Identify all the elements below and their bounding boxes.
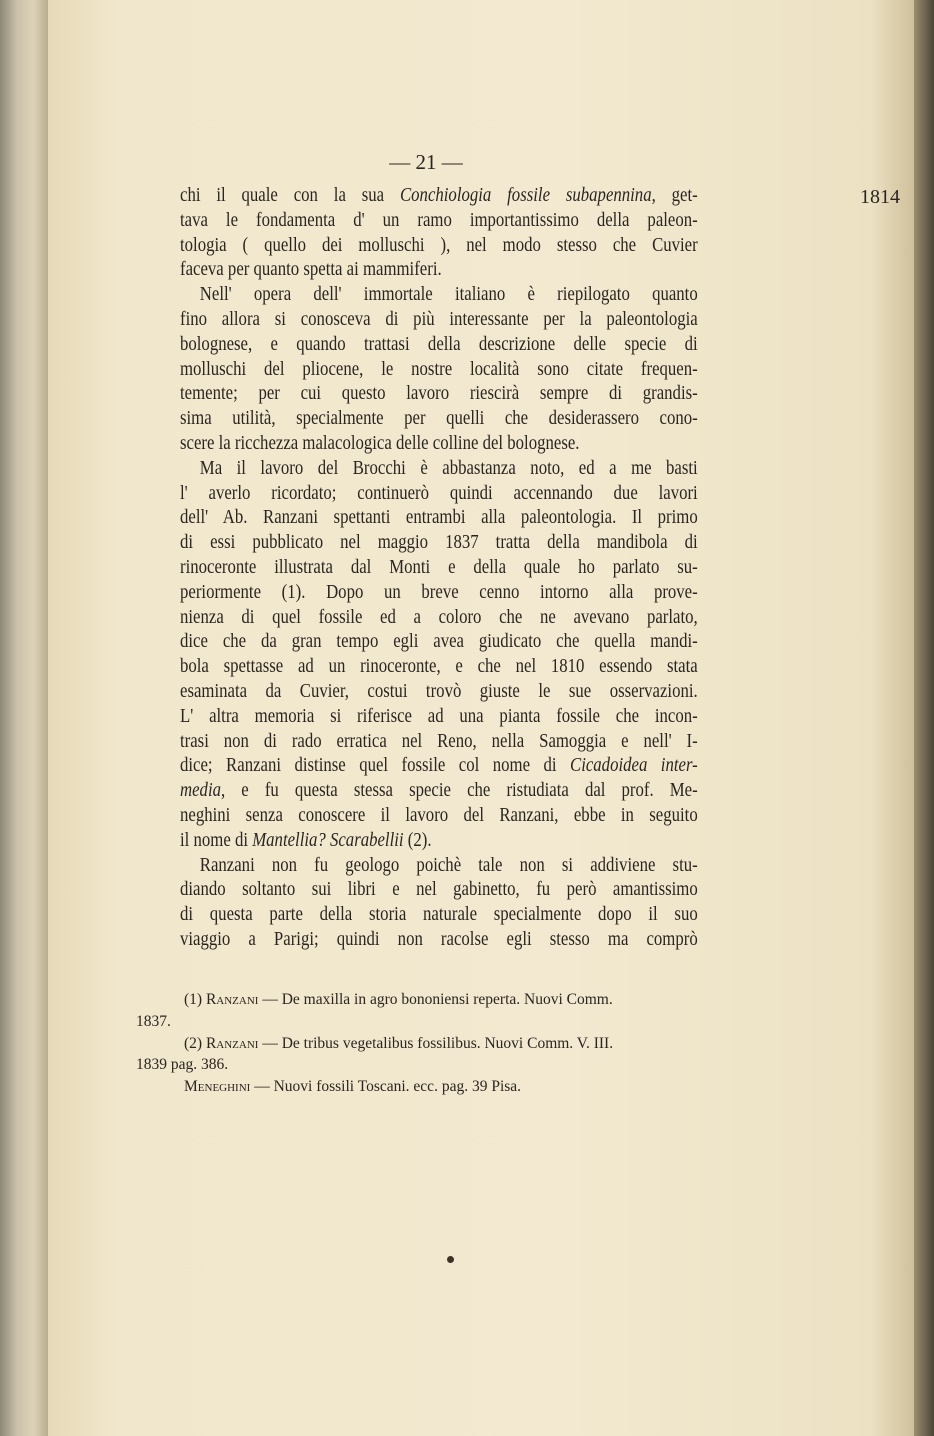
text-run: periormente (1). Dopo un breve cenno intorno alla prove-	[180, 581, 698, 603]
text-line	[180, 184, 698, 209]
text-run: Ranzani non fu geologo poichè tale non si addiviene stu-	[199, 854, 698, 876]
text-run: neghini senza conoscere il lavoro del Ranzani, ebbe in seguito	[180, 804, 698, 826]
text-line	[180, 556, 698, 581]
footnote-line	[136, 1054, 696, 1076]
ink-spot	[447, 1256, 454, 1263]
footnote-line	[136, 1011, 696, 1033]
text-run: 1837.	[136, 1012, 171, 1030]
text-run: — Nuovi fossili Toscani. ecc. pag. 39 Pisa.	[250, 1078, 522, 1096]
italic-text: Mantellia? Scarabellii	[252, 829, 404, 851]
text-line	[180, 928, 698, 953]
text-line	[180, 531, 698, 556]
text-run: Ma il lavoro del Brocchi è abbastanza noto, ed a me basti	[199, 457, 698, 479]
text-run: (2).	[403, 829, 432, 851]
text-line	[180, 630, 698, 655]
text-run: trasi non di rado erratica nel Reno, nella Samoggia e nell' I-	[180, 730, 698, 752]
text-run: bolognese, e quando trattasi della descrizione delle specie di	[180, 333, 698, 355]
italic-text: Conchiologia fossile subapennina	[399, 185, 652, 206]
text-run: l' averlo ricordato; continuerò quindi accennando due lavori	[180, 482, 698, 504]
text-run: dice che da gran tempo egli avea giudicato che quella mandi-	[180, 631, 698, 653]
text-run: nienza di quel fossile ed a coloro che ne avevano parlato,	[180, 606, 698, 628]
text-line	[180, 581, 698, 606]
text-run: (1)	[184, 991, 206, 1008]
text-line	[180, 730, 698, 755]
text-line	[180, 308, 698, 333]
text-line	[180, 606, 698, 631]
footnote-line	[136, 989, 696, 1011]
text-line	[180, 878, 698, 903]
text-run: tava le fondamenta d' un ramo importantissimo della paleon-	[180, 209, 698, 231]
text-line	[180, 680, 698, 705]
text-line	[180, 457, 698, 482]
text-run: temente; per cui questo lavoro riescirà sempre di grandis-	[180, 383, 698, 405]
footnotes	[136, 989, 696, 1098]
text-line	[180, 333, 698, 358]
text-line	[180, 829, 698, 854]
text-line	[180, 432, 698, 457]
text-run: fino allora si conosceva di più interessante per la paleontologia	[180, 308, 698, 330]
margin-note-year: 1814	[860, 186, 900, 208]
page-number: — 21 —	[389, 150, 463, 174]
text-run: sima utilità, specialmente per quelli che desiderassero cono-	[180, 408, 698, 430]
text-run: dice; Ranzani distinse quel fossile col nome di	[180, 755, 571, 777]
text-run: di essi pubblicato nel maggio 1837 tratta della mandibola di	[180, 532, 698, 554]
author-name: Ranzani	[205, 991, 259, 1008]
text-line	[180, 804, 698, 829]
text-line	[180, 234, 698, 259]
text-run: scere la ricchezza malacologica delle colline del bolognese.	[180, 432, 580, 454]
text-line	[180, 258, 698, 283]
text-run: dell' Ab. Ranzani spettanti entrambi alla paleontologia. Il primo	[180, 507, 698, 529]
text-line	[180, 754, 698, 779]
italic-text: Cicadoidea inter-	[570, 755, 698, 777]
book-spine	[0, 0, 48, 1436]
text-line	[180, 705, 698, 730]
text-run: , get-	[651, 185, 698, 206]
text-line	[180, 407, 698, 432]
text-line	[180, 482, 698, 507]
text-run: L' altra memoria si riferisce ad una pianta fossile che incon-	[180, 705, 698, 727]
text-run: — De maxilla in agro bononiensi reperta. Nuovi Comm.	[258, 991, 613, 1008]
text-line	[180, 655, 698, 680]
text-run: chi il quale con la sua	[180, 185, 400, 206]
text-run: diando soltanto sui libri e nel gabinetto, fu però amantissimo	[180, 879, 698, 901]
text-run: viaggio a Parigi; quindi non racolse egli stesso ma comprò	[180, 928, 698, 950]
text-line	[180, 358, 698, 383]
text-run: 1839 pag. 386.	[136, 1056, 229, 1074]
footnote-line	[136, 1033, 696, 1055]
text-run: bola spettasse ad un rinoceronte, e che nel 1810 essendo stata	[180, 656, 698, 678]
text-line	[180, 903, 698, 928]
text-run: molluschi del pliocene, le nostre località sono citate frequen-	[180, 358, 698, 380]
text-run: (2)	[184, 1034, 206, 1052]
text-run: tologia ( quello dei molluschi ), nel modo stesso che Cuvier	[180, 234, 698, 256]
author-name: Meneghini	[184, 1078, 251, 1096]
text-run: — De tribus vegetalibus fossilibus. Nuovi Comm. V. III.	[258, 1034, 614, 1052]
text-line	[180, 382, 698, 407]
text-line	[180, 854, 698, 879]
text-run: esaminata da Cuvier, costui trovò giuste le sue osservazioni.	[180, 680, 698, 702]
text-line	[180, 779, 698, 804]
footnote-line	[136, 1076, 696, 1098]
text-run: rinoceronte illustrata dal Monti e della quale ho parlato su-	[180, 556, 698, 578]
page-edge-shadow	[914, 0, 934, 1436]
text-run: faceva per quanto spetta ai mammiferi.	[180, 259, 442, 281]
text-run: di questa parte della storia naturale specialmente dopo il suo	[180, 904, 698, 926]
body-text	[180, 184, 698, 953]
italic-text: media	[180, 780, 221, 802]
author-name: Ranzani	[205, 1034, 259, 1052]
text-line	[180, 506, 698, 531]
text-line	[180, 209, 698, 234]
text-run: il nome di	[180, 829, 253, 851]
text-line	[180, 283, 698, 308]
text-run: Nell' opera dell' immortale italiano è riepilogato quanto	[199, 284, 698, 306]
text-run: , e fu questa stessa specie che ristudiata dal prof. Me-	[220, 780, 698, 802]
